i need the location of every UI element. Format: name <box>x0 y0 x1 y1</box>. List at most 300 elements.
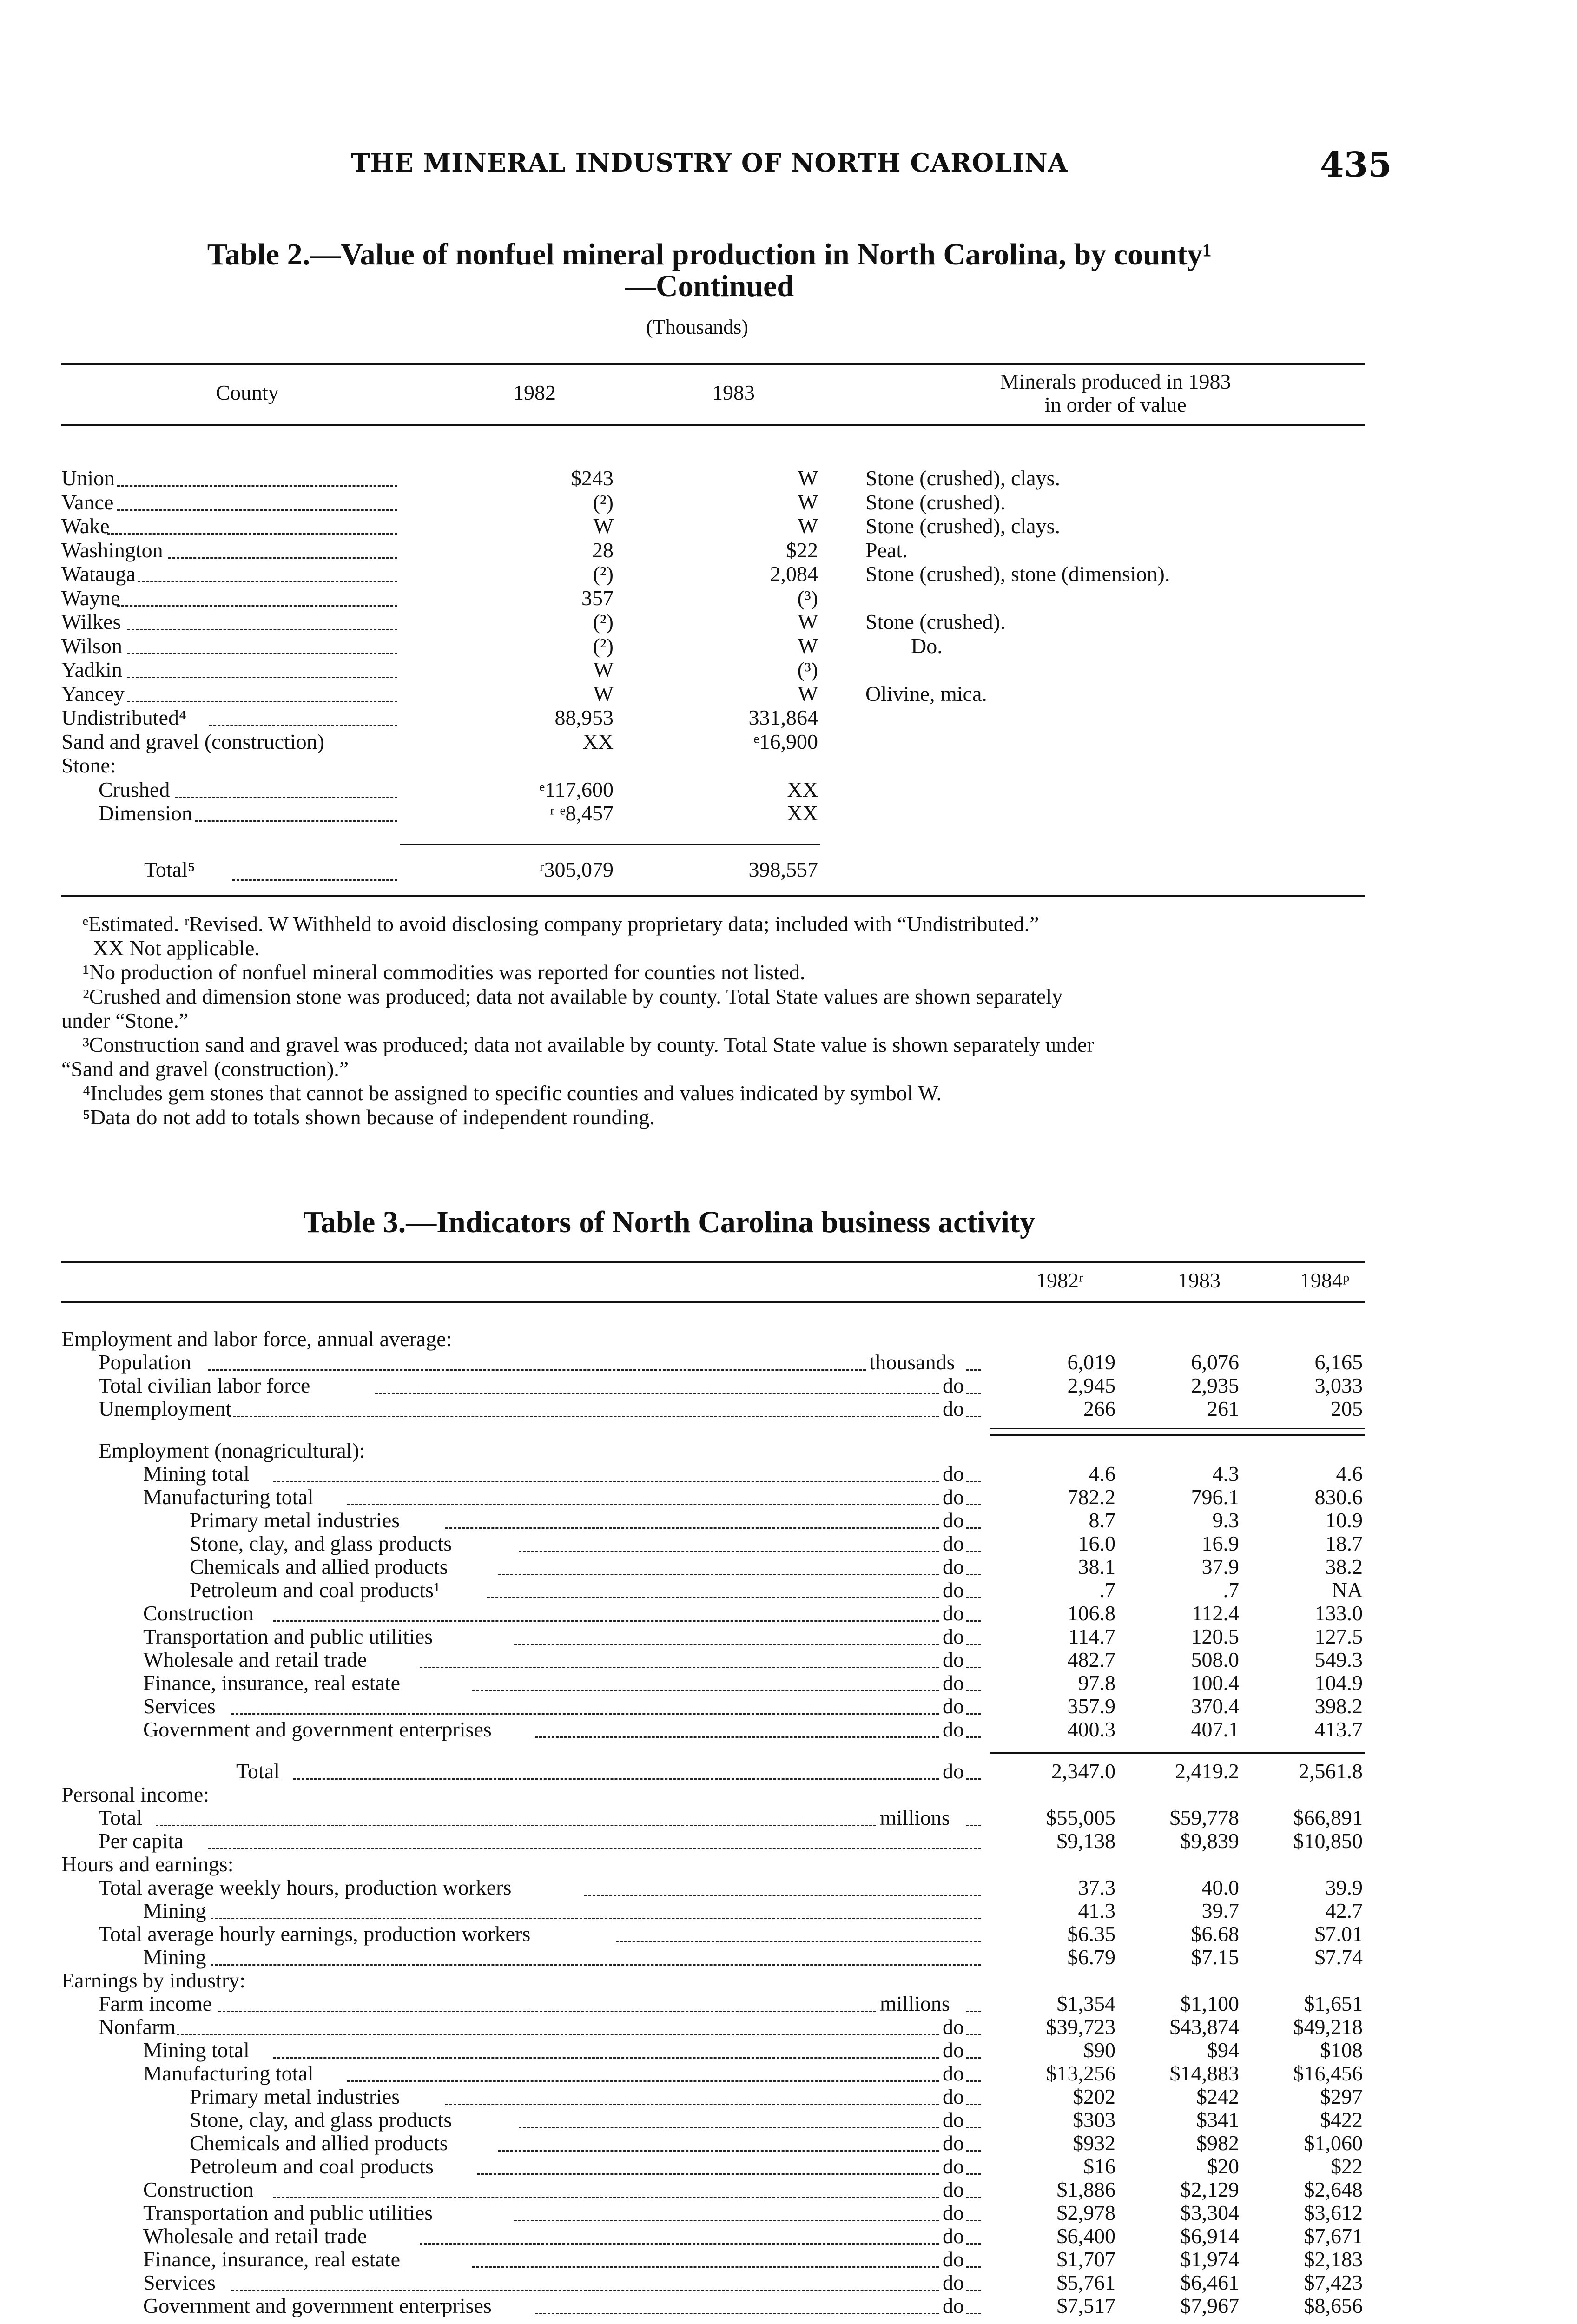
t2-leader-5 <box>117 605 397 607</box>
t3-1982-7: 8.7 <box>1089 1508 1115 1532</box>
t3-unit-10: do <box>943 1578 964 1602</box>
t3-leader-35 <box>273 2197 939 2198</box>
t3-1984-40: $8,656 <box>1304 2294 1363 2317</box>
table2-unit: (Thousands) <box>646 316 748 338</box>
t3-1982-29: $90 <box>1083 2038 1115 2062</box>
t3-unit-36: do <box>943 2201 964 2225</box>
table3-header-1982: 1982ʳ <box>1036 1268 1083 1292</box>
t3-1983-23: 39.7 <box>1201 1899 1239 1922</box>
t3-leader-38 <box>472 2266 939 2268</box>
t2-1983-6: W <box>798 610 818 634</box>
t3-1982-10: .7 <box>1099 1578 1115 1602</box>
table3-double-rule-bottom <box>990 1434 1365 1436</box>
t3-1982-36: $2,978 <box>1056 2201 1115 2225</box>
t3-label-7: Primary metal industries <box>190 1508 400 1532</box>
t2-leader-7 <box>127 653 397 654</box>
t3-label-28: Nonfarm <box>99 2015 176 2039</box>
t3-unit-27: millions <box>880 1992 950 2015</box>
t2-1983-14: XX <box>787 801 818 825</box>
t2-1982-14: ʳ ᵉ8,457 <box>550 801 614 825</box>
t2-county-0: Union <box>61 466 115 490</box>
t2-leader-4 <box>138 581 397 582</box>
t3-label-32: Stone, clay, and glass products <box>190 2108 452 2132</box>
t3-1983-11: 112.4 <box>1192 1601 1239 1625</box>
t3-label-6: Manufacturing total <box>143 1485 314 1509</box>
t3-1982-12: 114.7 <box>1068 1624 1115 1648</box>
t3-label-19: Total <box>99 1806 142 1829</box>
page-number: 435 <box>1320 145 1392 185</box>
t2-minerals-0: Stone (crushed), clays. <box>865 466 1060 490</box>
t3-1982-16: 400.3 <box>1067 1717 1115 1741</box>
t3-1982-38: $1,707 <box>1056 2247 1115 2271</box>
t3-label-13: Wholesale and retail trade <box>143 1648 367 1671</box>
t3-1984-25: $7.74 <box>1314 1945 1363 1969</box>
t2-1983-7: W <box>798 634 818 658</box>
t3-1984-11: 133.0 <box>1314 1601 1363 1625</box>
t2-minerals-1: Stone (crushed). <box>865 490 1006 514</box>
t2-footnote-3: ²Crushed and dimension stone was produced; data not available by county. Total State values are shown separately <box>83 984 1063 1008</box>
t2-county-8: Yadkin <box>61 658 122 681</box>
t3-1982-11: 106.8 <box>1067 1601 1115 1625</box>
t2-county-1: Vance <box>61 490 114 514</box>
t2-minerals-6: Stone (crushed). <box>865 610 1006 634</box>
t3-unit-8: do <box>943 1532 964 1555</box>
t3-unit-2: do <box>943 1373 964 1397</box>
t2-1983-4: 2,084 <box>770 562 818 586</box>
t3-1984-22: 39.9 <box>1325 1875 1363 1899</box>
t3-leader-16 <box>535 1736 939 1738</box>
t2-county-2: Wake <box>61 514 110 538</box>
running-title: THE MINERAL INDUSTRY OF NORTH CAROLINA <box>351 148 1068 178</box>
t3-label-14: Finance, insurance, real estate <box>143 1671 401 1695</box>
t2-1982-9: W <box>593 681 614 706</box>
t3-leader-14 <box>472 1690 939 1691</box>
table3-header-1984: 1984ᵖ <box>1300 1268 1350 1292</box>
t2-1983-1: W <box>798 490 818 514</box>
t3-leader-39 <box>231 2290 939 2291</box>
t3-1984-34: $22 <box>1331 2154 1363 2178</box>
t3-unit-35: do <box>943 2178 964 2201</box>
t2-county-12: Stone: <box>61 753 116 777</box>
t2-footnote-0: ᵉEstimated. ʳRevised. W Withheld to avoid disclosing company proprietary data; included with “Undistributed.” <box>83 912 1039 936</box>
t3-label-12: Transportation and public utilities <box>143 1624 433 1648</box>
t3-1984-20: $10,850 <box>1293 1829 1363 1853</box>
t3-1983-25: $7.15 <box>1191 1945 1239 1969</box>
table3-double-rule-top <box>990 1428 1365 1429</box>
t3-1982-6: 782.2 <box>1067 1485 1115 1509</box>
t3-leader-29 <box>273 2057 939 2059</box>
t2-1983-9: W <box>798 681 818 706</box>
t3-1982-15: 357.9 <box>1067 1694 1115 1718</box>
t2-1982-13: ᵉ117,600 <box>539 777 614 801</box>
t3-1983-12: 120.5 <box>1191 1624 1239 1648</box>
t2-1983-13: XX <box>787 777 818 801</box>
t3-leader-23 <box>211 1918 981 1919</box>
table3-header-1983: 1983 <box>1178 1268 1221 1292</box>
t3-1984-9: 38.2 <box>1325 1555 1363 1578</box>
t2-leader-8 <box>127 677 397 678</box>
t3-label-33: Chemicals and allied products <box>190 2131 448 2155</box>
t3-label-16: Government and government enterprises <box>143 1717 492 1741</box>
t2-leader-6 <box>127 629 397 630</box>
t3-unit-13: do <box>943 1648 964 1671</box>
t3-1984-7: 10.9 <box>1325 1508 1363 1532</box>
t2-1982-11: XX <box>582 729 614 753</box>
t3-label-4: Employment (nonagricultural): <box>99 1439 365 1462</box>
t3-1984-13: 549.3 <box>1314 1648 1363 1671</box>
t2-county-3: Washington <box>61 538 163 562</box>
t3-1983-2: 2,935 <box>1191 1373 1239 1397</box>
t3-leader-36 <box>514 2220 939 2221</box>
t3-1983-3: 261 <box>1207 1397 1239 1420</box>
t3-label-15: Services <box>143 1694 216 1718</box>
t3-1983-14: 100.4 <box>1191 1671 1239 1695</box>
t3-unit-6: do <box>943 1485 964 1509</box>
t3-1984-12: 127.5 <box>1314 1624 1363 1648</box>
t3-1984-15: 398.2 <box>1314 1694 1363 1718</box>
t3-label-9: Chemicals and allied products <box>190 1555 448 1578</box>
table3-title: Table 3.—Indicators of North Carolina business activity <box>303 1205 1035 1239</box>
t3-leader-33 <box>498 2150 939 2152</box>
t3-1983-24: $6.68 <box>1191 1922 1239 1946</box>
table2-title-line2: —Continued <box>625 269 794 303</box>
t3-unit-34: do <box>943 2154 964 2178</box>
t3-label-22: Total average weekly hours, production workers <box>99 1875 512 1899</box>
table2-bottom-rule <box>61 895 1365 897</box>
t3-leader-20 <box>208 1848 981 1849</box>
t3-unit-38: do <box>943 2247 964 2271</box>
t3-label-26: Earnings by industry: <box>61 1968 246 1992</box>
t3-leader-12 <box>514 1644 939 1645</box>
t2-1982-6: (²) <box>593 610 614 634</box>
t3-leader-11 <box>273 1620 939 1622</box>
t3-1984-35: $2,648 <box>1304 2178 1363 2201</box>
t3-1983-9: 37.9 <box>1201 1555 1239 1578</box>
t3-label-34: Petroleum and coal products <box>190 2154 434 2178</box>
t3-label-11: Construction <box>143 1601 254 1625</box>
t3-label-39: Services <box>143 2271 216 2294</box>
t3-1983-22: 40.0 <box>1201 1875 1239 1899</box>
t3-leader-31 <box>445 2104 939 2105</box>
table2-total-rule <box>400 844 820 845</box>
t3-1982-24: $6.35 <box>1067 1922 1115 1946</box>
t3-1983-34: $20 <box>1207 2154 1239 2178</box>
t3-label-21: Hours and earnings: <box>61 1852 234 1876</box>
t3-unit-19: millions <box>880 1806 950 1829</box>
t3-label-23: Mining <box>143 1899 206 1922</box>
t3-1983-8: 16.9 <box>1201 1532 1239 1555</box>
t2-county-6: Wilkes <box>61 610 121 634</box>
t3-1984-14: 104.9 <box>1314 1671 1363 1695</box>
t3-1983-19: $59,778 <box>1169 1806 1239 1829</box>
t3-1983-30: $14,883 <box>1169 2061 1239 2085</box>
t3-leader-15 <box>231 1713 939 1715</box>
t3-label-18: Personal income: <box>61 1783 210 1806</box>
t3-leader-25 <box>211 1964 981 1966</box>
table2-total-label: Total⁵ <box>144 858 195 881</box>
t3-unit-33: do <box>943 2131 964 2155</box>
t3-unit-14: do <box>943 1671 964 1695</box>
t3-unit-9: do <box>943 1555 964 1578</box>
t3-label-35: Construction <box>143 2178 254 2201</box>
t3-label-27: Farm income <box>99 1992 212 2015</box>
t2-county-9: Yancey <box>61 681 125 706</box>
table2-title <box>0 237 1577 304</box>
t2-county-5: Wayne <box>61 586 120 610</box>
table2-total-1982: ʳ305,079 <box>539 858 614 881</box>
t3-leader-40 <box>535 2313 939 2314</box>
t2-minerals-7: Do. <box>911 634 943 658</box>
t3-leader-1 <box>208 1369 866 1371</box>
t3-1984-24: $7.01 <box>1314 1922 1363 1946</box>
t2-footnote-1: XX Not applicable. <box>93 936 260 960</box>
t3-unit-37: do <box>943 2224 964 2248</box>
t3-leader-3 <box>229 1416 939 1417</box>
t2-footnote-8: ⁵Data do not add to totals shown because of independent rounding. <box>83 1105 655 1129</box>
t3-label-37: Wholesale and retail trade <box>143 2224 367 2248</box>
t2-1982-0: $243 <box>571 466 614 490</box>
t3-unit-3: do <box>943 1397 964 1420</box>
t3-leader-8 <box>519 1551 939 1552</box>
t2-county-11: Sand and gravel (construction) <box>61 729 324 753</box>
t2-minerals-2: Stone (crushed), clays. <box>865 514 1060 538</box>
t3-label-31: Primary metal industries <box>190 2085 400 2108</box>
t2-leader-9 <box>127 701 397 702</box>
t2-footnote-7: ⁴Includes gem stones that cannot be assigned to specific counties and values indicated by symbol W. <box>83 1081 942 1105</box>
t3-1984-16: 413.7 <box>1314 1717 1363 1741</box>
t2-1982-1: (²) <box>593 490 614 514</box>
t3-label-40: Government and government enterprises <box>143 2294 492 2317</box>
t3-leader-10 <box>487 1597 939 1598</box>
t3-1982-14: 97.8 <box>1078 1671 1115 1695</box>
t3-1983-37: $6,914 <box>1180 2224 1239 2248</box>
t2-1982-3: 28 <box>592 538 614 562</box>
t3-1982-19: $55,005 <box>1046 1806 1115 1829</box>
table2-top-rule <box>61 363 1365 365</box>
t2-1982-4: (²) <box>593 562 614 586</box>
t3-unit-5: do <box>943 1462 964 1486</box>
t2-1983-11: ᵉ16,900 <box>753 729 818 753</box>
t3-unit-39: do <box>943 2271 964 2294</box>
t3-leader-7 <box>445 1527 939 1529</box>
t3-1984-32: $422 <box>1320 2108 1363 2132</box>
t3-1983-32: $341 <box>1196 2108 1239 2132</box>
t3-label-29: Mining total <box>143 2038 250 2062</box>
t2-1982-2: W <box>593 514 614 538</box>
t3-leader-30 <box>347 2080 939 2082</box>
t3-unit-16: do <box>943 1717 964 1741</box>
t3-1984-30: $16,456 <box>1293 2061 1363 2085</box>
t3-label-3: Unemployment <box>99 1397 232 1420</box>
t3-1982-25: $6.79 <box>1067 1945 1115 1969</box>
table2-header-rule <box>61 424 1365 426</box>
t3-1984-29: $108 <box>1320 2038 1363 2062</box>
t2-leader-1 <box>117 509 397 511</box>
t3-unit-31: do <box>943 2085 964 2108</box>
t3-label-5: Mining total <box>143 1462 250 1486</box>
t3-1984-1: 6,165 <box>1314 1350 1363 1374</box>
t3-leader-22 <box>584 1895 981 1896</box>
t2-footnote-4: under “Stone.” <box>61 1009 189 1032</box>
t2-county-10: Undistributed⁴ <box>61 706 187 729</box>
t3-1983-5: 4.3 <box>1212 1462 1239 1486</box>
t2-leader-13 <box>175 797 397 798</box>
t3-label-17: Total <box>236 1759 280 1783</box>
t3-1983-15: 370.4 <box>1191 1694 1239 1718</box>
t3-1984-33: $1,060 <box>1304 2131 1363 2155</box>
table2-title-line1: Table 2.—Value of nonfuel mineral production in North Carolina, by county¹ <box>207 238 1212 271</box>
t3-leader-17 <box>293 1778 939 1780</box>
t3-label-1: Population <box>99 1350 191 1374</box>
t3-leader-27 <box>218 2011 877 2012</box>
table3-top-rule <box>61 1261 1365 1263</box>
t3-1982-39: $5,761 <box>1056 2271 1115 2294</box>
t3-unit-30: do <box>943 2061 964 2085</box>
t3-unit-7: do <box>943 1508 964 1532</box>
table2-header-1982: 1982 <box>513 381 556 404</box>
t3-unit-40: do <box>943 2294 964 2317</box>
t3-1983-33: $982 <box>1196 2131 1239 2155</box>
t3-unit-32: do <box>943 2108 964 2132</box>
t3-1982-27: $1,354 <box>1056 1992 1115 2015</box>
t3-1983-17: 2,419.2 <box>1175 1759 1239 1783</box>
t2-1983-10: 331,864 <box>748 706 818 729</box>
t3-1982-3: 266 <box>1083 1397 1115 1420</box>
t3-label-20: Per capita <box>99 1829 184 1853</box>
t3-1984-39: $7,423 <box>1304 2271 1363 2294</box>
t2-footnote-2: ¹No production of nonfuel mineral commodities was reported for counties not listed. <box>83 960 805 984</box>
table3-total-rule <box>990 1752 1365 1754</box>
t3-1982-13: 482.7 <box>1067 1648 1115 1671</box>
t3-unit-29: do <box>943 2038 964 2062</box>
t2-1983-0: W <box>798 466 818 490</box>
t3-1984-36: $3,612 <box>1304 2201 1363 2225</box>
t3-1983-1: 6,076 <box>1191 1350 1239 1374</box>
t3-label-36: Transportation and public utilities <box>143 2201 433 2225</box>
t3-1984-10: NA <box>1332 1578 1363 1602</box>
t3-label-2: Total civilian labor force <box>99 1373 310 1397</box>
t3-1984-3: 205 <box>1331 1397 1363 1420</box>
t3-1982-5: 4.6 <box>1089 1462 1115 1486</box>
t3-1982-37: $6,400 <box>1056 2224 1115 2248</box>
t2-leader-10 <box>209 725 397 726</box>
t3-1983-28: $43,874 <box>1169 2015 1239 2039</box>
table2-total-leader <box>232 879 397 881</box>
t2-leader-3 <box>168 557 397 559</box>
t3-1982-8: 16.0 <box>1078 1532 1115 1555</box>
table2-header-minerals-line2: in order of value <box>1044 393 1187 416</box>
t2-county-4: Watauga <box>61 562 136 586</box>
t3-1983-39: $6,461 <box>1180 2271 1239 2294</box>
t3-unit-1: thousands <box>869 1350 955 1374</box>
t3-leader-28 <box>177 2034 939 2035</box>
t3-1984-6: 830.6 <box>1314 1485 1363 1509</box>
t3-1983-35: $2,129 <box>1180 2178 1239 2201</box>
t3-1984-31: $297 <box>1320 2085 1363 2108</box>
t3-1984-27: $1,651 <box>1304 1992 1363 2015</box>
t3-leader-2 <box>375 1393 939 1394</box>
t3-1983-40: $7,967 <box>1180 2294 1239 2317</box>
table2-header-minerals <box>930 370 1301 416</box>
t2-footnote-5: ³Construction sand and gravel was produced; data not available by county. Total State value is shown separately under <box>83 1033 1094 1056</box>
t2-1983-8: (³) <box>797 658 818 681</box>
t3-1982-20: $9,138 <box>1056 1829 1115 1853</box>
t3-1982-30: $13,256 <box>1046 2061 1115 2085</box>
t3-1984-38: $2,183 <box>1304 2247 1363 2271</box>
t3-label-38: Finance, insurance, real estate <box>143 2247 401 2271</box>
t3-1984-23: 42.7 <box>1325 1899 1363 1922</box>
t3-1982-35: $1,886 <box>1056 2178 1115 2201</box>
t3-leader-13 <box>420 1667 939 1668</box>
t3-1984-17: 2,561.8 <box>1299 1759 1363 1783</box>
t2-footnote-6: “Sand and gravel (construction).” <box>61 1057 349 1081</box>
t3-1982-28: $39,723 <box>1046 2015 1115 2039</box>
t3-1983-6: 796.1 <box>1191 1485 1239 1509</box>
t3-1983-7: 9.3 <box>1212 1508 1239 1532</box>
t3-1983-36: $3,304 <box>1180 2201 1239 2225</box>
t2-1983-2: W <box>798 514 818 538</box>
t3-1982-17: 2,347.0 <box>1051 1759 1115 1783</box>
t3-label-25: Mining <box>143 1945 206 1969</box>
t3-unit-11: do <box>943 1601 964 1625</box>
t3-1983-27: $1,100 <box>1180 1992 1239 2015</box>
t3-leader-32 <box>519 2127 939 2128</box>
t3-1982-32: $303 <box>1073 2108 1115 2132</box>
t2-1982-5: 357 <box>581 586 614 610</box>
t3-1982-9: 38.1 <box>1078 1555 1115 1578</box>
table2-header-minerals-line1: Minerals produced in 1983 <box>1000 370 1231 393</box>
t2-1983-3: $22 <box>786 538 818 562</box>
table2-header-county: County <box>216 381 279 404</box>
t3-leader-37 <box>420 2243 939 2245</box>
t3-1984-37: $7,671 <box>1304 2224 1363 2248</box>
t3-unit-28: do <box>943 2015 964 2039</box>
t2-leader-0 <box>117 485 397 487</box>
table3-header-rule <box>61 1301 1365 1303</box>
t2-1982-10: 88,953 <box>554 706 614 729</box>
t3-1983-16: 407.1 <box>1191 1717 1239 1741</box>
t2-leader-2 <box>107 533 397 535</box>
t3-1983-20: $9,839 <box>1180 1829 1239 1853</box>
t2-county-7: Wilson <box>61 634 123 658</box>
t2-1982-7: (²) <box>593 634 614 658</box>
t2-1983-5: (³) <box>797 586 818 610</box>
t2-county-14: Dimension <box>99 801 192 825</box>
t3-1983-29: $94 <box>1207 2038 1239 2062</box>
t2-minerals-9: Olivine, mica. <box>865 681 987 706</box>
t3-leader-6 <box>347 1504 939 1505</box>
table2-header-1983: 1983 <box>712 381 755 404</box>
t3-1984-8: 18.7 <box>1325 1532 1363 1555</box>
t3-leader-34 <box>477 2173 939 2175</box>
t3-label-8: Stone, clay, and glass products <box>190 1532 452 1555</box>
t3-label-10: Petroleum and coal products¹ <box>190 1578 440 1602</box>
table2-total-1983: 398,557 <box>748 858 818 881</box>
t3-leader-5 <box>273 1481 939 1482</box>
t3-1982-22: 37.3 <box>1078 1875 1115 1899</box>
t3-1984-5: 4.6 <box>1336 1462 1363 1486</box>
t3-1982-1: 6,019 <box>1067 1350 1115 1374</box>
t2-county-13: Crushed <box>99 777 170 801</box>
t2-minerals-3: Peat. <box>865 538 908 562</box>
t3-unit-17: do <box>943 1759 964 1783</box>
t3-leader-24 <box>616 1941 981 1942</box>
t3-1982-31: $202 <box>1073 2085 1115 2108</box>
t3-1984-28: $49,218 <box>1293 2015 1363 2039</box>
t3-1984-19: $66,891 <box>1293 1806 1363 1829</box>
t2-minerals-4: Stone (crushed), stone (dimension). <box>865 562 1170 586</box>
t3-1982-40: $7,517 <box>1056 2294 1115 2317</box>
